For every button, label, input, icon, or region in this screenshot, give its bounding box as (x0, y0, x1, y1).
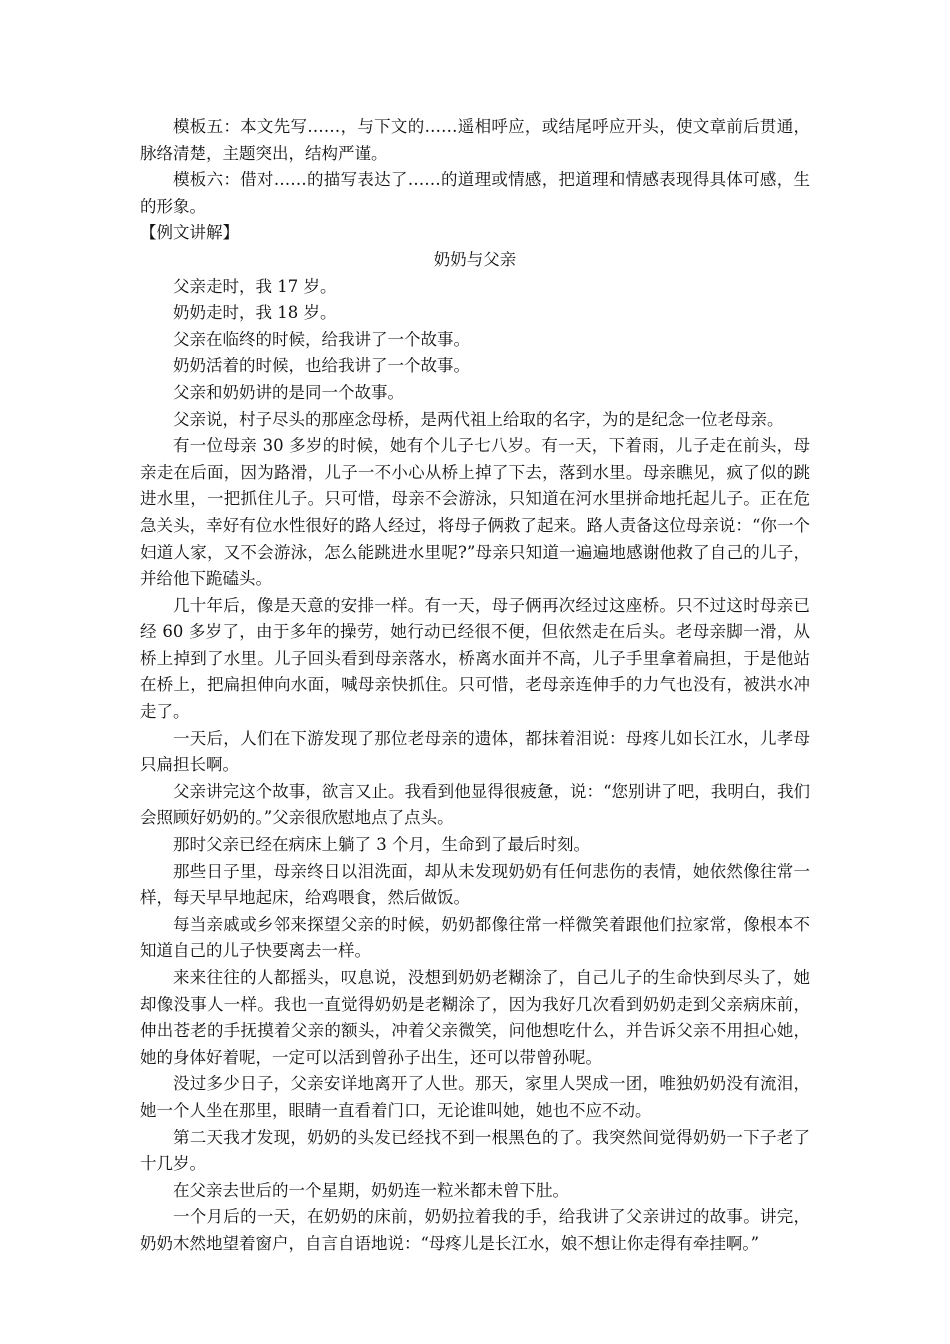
article-paragraph: 父亲说，村子尽头的那座念母桥，是两代祖上给取的名字，为的是纪念一位老母亲。 (173, 409, 784, 429)
article-paragraph: 那些日子里，母亲终日以泪洗面，却从未发现奶奶有任何悲伤的表情，她依然像往常一样，每天早早地起床，给鸡喂食，然后做饭。 (140, 861, 810, 908)
article-paragraph: 每当亲戚或乡邻来探望父亲的时候，奶奶都像往常一样微笑着跟他们拉家常，像根本不知道自己的儿子快要离去一样。 (140, 914, 810, 961)
article-paragraph: 一个月后的一天，在奶奶的床前，奶奶拉着我的手，给我讲了父亲讲过的故事。讲完，奶奶木然地望着窗户，自言自语地说：“母疼儿是长江水，娘不想让你走得有牵挂啊。” (140, 1207, 810, 1253)
template-six: 模板六：借对……的描写表达了……的道理或情感，把道理和情感表现得具体可感，生的形象。 (140, 170, 810, 216)
document-page (140, 114, 810, 1258)
article-title: 奶奶与父亲 (433, 249, 517, 269)
article-paragraph: 父亲在临终的时候，给我讲了一个故事。 (173, 329, 470, 349)
article-paragraph: 那时父亲已经在病床上躺了 3 个月，生命到了最后时刻。 (173, 835, 590, 855)
article-paragraph: 有一位母亲 30 多岁的时候，她有个儿子七八岁。有一天，下着雨，儿子走在前头，母亲走在后面，因为路滑，儿子一不小心从桥上掉了下去，落到水里。母亲瞧见，疯了似的跳进水里，一把抓住儿子。只可惜，母亲不会游泳，只知道在河水里拼命地托起儿子。正在危急关头，幸好有位水性很好的路人经过，将母子俩救了起来。路人责备这位母亲说：“你一个妇道人家，又不会游泳，怎么能跳进水里呢?”母亲只知道一遍遍地感谢他救了自己的儿子，并给他下跪磕头。 (140, 436, 810, 589)
article-paragraph: 来来往往的人都摇头，叹息说，没想到奶奶老糊涂了，自己儿子的生命快到尽头了，她却像没事人一样。我也一直觉得奶奶是老糊涂了，因为我好几次看到奶奶走到父亲病床前，伸出苍老的手抚摸着父亲的额头，冲着父亲微笑，问他想吃什么，并告诉父亲不用担心她，她的身体好着呢，一定可以活到曾孙子出生，还可以带曾孙呢。 (140, 968, 810, 1067)
article-paragraph: 第二天我才发现，奶奶的头发已经找不到一根黑色的了。我突然间觉得奶奶一下子老了十几岁。 (140, 1127, 810, 1174)
template-five: 模板五：本文先写……，与下文的……遥相呼应，或结尾呼应开头，使文章前后贯通，脉络清楚，主题突出，结构严谨。 (140, 117, 810, 163)
article-paragraph: 父亲走时，我 17 岁。 (173, 276, 337, 296)
article-paragraph: 一天后，人们在下游发现了那位老母亲的遗体，都抹着泪说：母疼儿如长江水，儿孝母只扁担长啊。 (140, 728, 810, 775)
article-paragraph: 在父亲去世后的一个星期，奶奶连一粒米都未曾下肚。 (173, 1180, 569, 1200)
article-paragraph: 父亲和奶奶讲的是同一个故事。 (173, 382, 404, 402)
article-paragraph: 父亲讲完这个故事，欲言又止。我看到他显得很疲惫，说：“您别讲了吧，我明白，我们会照顾好奶奶的。”父亲很欣慰地点了点头。 (140, 781, 810, 828)
article-paragraph: 没过多少日子，父亲安详地离开了人世。那天，家里人哭成一团，唯独奶奶没有流泪，她一个人坐在那里，眼睛一直看着门口，无论谁叫她，她也不应不动。 (140, 1074, 810, 1120)
section-heading: 【例文讲解】 (140, 223, 239, 243)
article-paragraph: 奶奶活着的时候，也给我讲了一个故事。 (173, 356, 470, 376)
article-paragraph: 奶奶走时，我 18 岁。 (173, 303, 337, 323)
article-paragraph: 几十年后，像是天意的安排一样。有一天，母子俩再次经过这座桥。只不过这时母亲已经 60 多岁了，由于多年的操劳，她行动已经很不便，但依然走在后头。老母亲脚一滑，从桥上掉到了水里。儿子回头看到母亲落水，桥离水面并不高，儿子手里拿着扁担，于是他站在桥上，把扁担伸向水面，喊母亲快抓住。只可惜，老母亲连伸手的力气也没有，被洪水冲走了。 (140, 595, 810, 722)
